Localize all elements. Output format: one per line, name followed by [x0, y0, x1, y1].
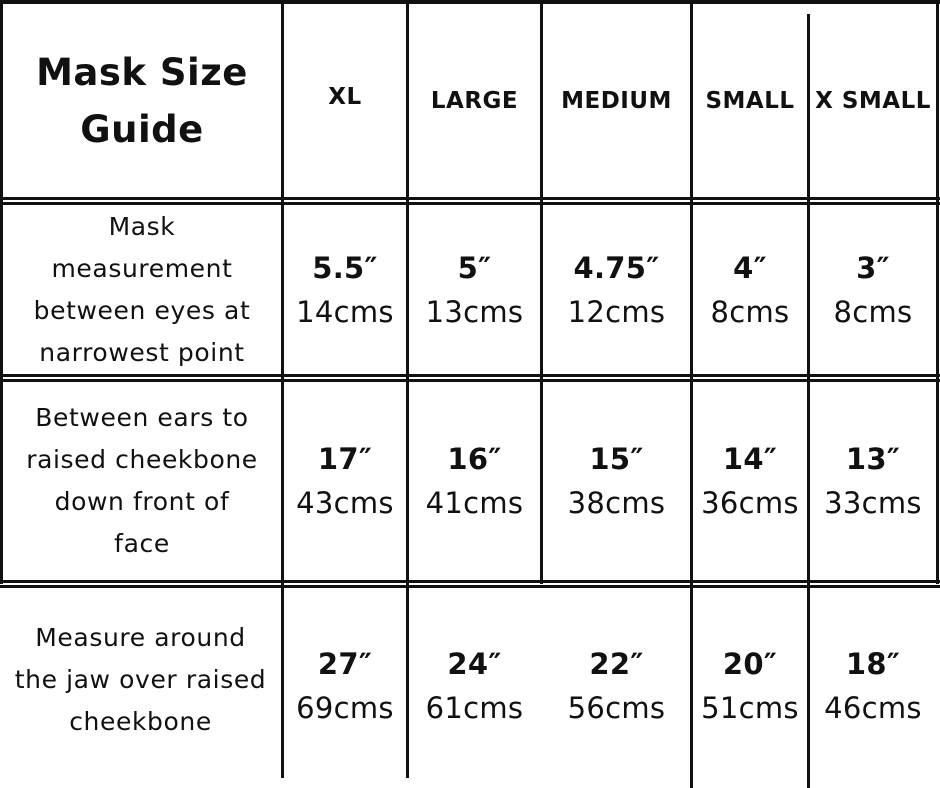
value-cell-eyes-medium	[543, 205, 690, 374]
row-label-eyes	[3, 205, 281, 374]
size-header-medium: MEDIUM	[561, 87, 672, 114]
grid-line-row1	[0, 374, 940, 382]
grid-line-right	[936, 0, 939, 584]
value-inches: 15″	[589, 442, 644, 476]
value-cms: 36cms	[701, 486, 799, 520]
value-cell-eyes-small	[693, 205, 807, 374]
value-cms: 69cms	[296, 691, 394, 725]
value-cms: 61cms	[425, 691, 524, 725]
value-inches: 4″	[733, 250, 767, 285]
value-cell-ears-large	[409, 382, 540, 580]
value-inches: 5.5″	[312, 250, 378, 285]
value-cell-ears-medium	[543, 382, 690, 580]
value-cell-ears-x-small	[810, 382, 936, 580]
size-header-small: SMALL	[705, 87, 795, 114]
row-label-line: raised cheekbone	[26, 445, 258, 474]
value-inches: 13″	[845, 442, 901, 476]
row-label-line: measurement	[51, 253, 233, 283]
value-cms: 33cms	[824, 486, 922, 520]
value-cms: 8cms	[833, 294, 913, 329]
value-inches: 22″	[589, 647, 644, 681]
row-label-ears	[3, 382, 281, 580]
value-inches: 17″	[317, 442, 373, 476]
value-cell-jaw-large	[409, 588, 540, 784]
value-inches: 5″	[457, 250, 492, 285]
value-inches: 3″	[856, 250, 890, 285]
value-inches: 14″	[722, 442, 778, 476]
value-cms: 8cms	[710, 294, 790, 329]
row-label-line: face	[114, 529, 170, 558]
value-cell-jaw-medium	[543, 588, 690, 784]
row-label-line: Measure around	[35, 623, 246, 652]
value-cms: 56cms	[567, 691, 666, 725]
value-cms: 38cms	[567, 486, 666, 520]
row-label-line: cheekbone	[69, 707, 212, 736]
value-inches: 4.75″	[573, 250, 660, 285]
value-cms: 51cms	[701, 691, 799, 725]
value-cell-ears-xl	[284, 382, 406, 580]
value-cell-eyes-xl	[284, 205, 406, 374]
row-label-jaw	[0, 588, 281, 784]
value-cell-eyes-large	[409, 205, 540, 374]
value-inches: 20″	[722, 647, 778, 681]
row-label-line: down front of	[54, 487, 230, 516]
page-title	[3, 4, 281, 197]
size-header-xl: XL	[328, 83, 362, 110]
grid-line-header	[0, 197, 940, 205]
title-line: Guide	[80, 107, 204, 151]
value-cell-jaw-x-small	[810, 588, 936, 784]
row-label-line: the jaw over raised	[14, 665, 267, 694]
size-header-x-small: X SMALL	[815, 87, 931, 114]
value-inches: 18″	[845, 647, 901, 681]
title-line: Mask Size	[36, 50, 248, 94]
row-label-line: Between ears to	[35, 403, 249, 432]
value-cell-jaw-xl	[284, 588, 406, 784]
value-cell-eyes-x-small	[810, 205, 936, 374]
value-cms: 46cms	[824, 691, 922, 725]
value-cms: 13cms	[425, 294, 524, 329]
size-header-large: LARGE	[430, 87, 519, 114]
value-cms: 14cms	[296, 294, 394, 329]
value-cms: 41cms	[425, 486, 524, 520]
value-inches: 16″	[447, 442, 502, 476]
row-label-line: narrowest point	[39, 337, 245, 367]
row-label-line: Mask	[108, 211, 176, 241]
value-cell-ears-small	[693, 382, 807, 580]
value-inches: 27″	[317, 647, 373, 681]
row-label-line: between eyes at	[33, 295, 251, 325]
value-inches: 24″	[447, 647, 502, 681]
value-cms: 12cms	[567, 294, 666, 329]
grid-line-row2	[0, 580, 940, 588]
value-cell-jaw-small	[693, 588, 807, 784]
value-cms: 43cms	[296, 486, 394, 520]
